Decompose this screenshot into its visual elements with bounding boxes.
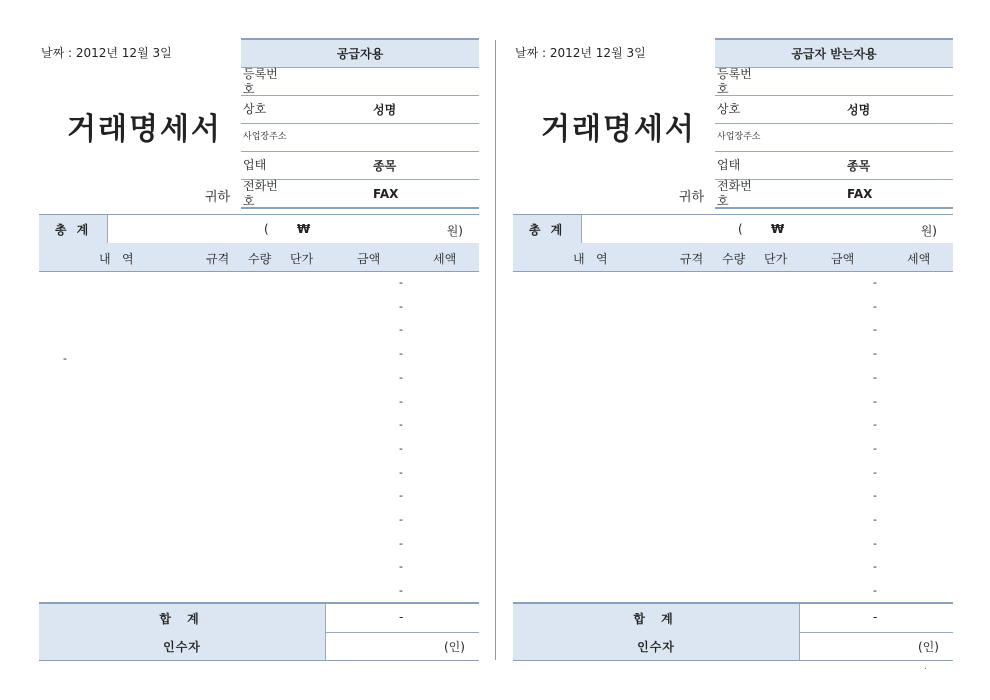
amount-dash: -	[873, 513, 877, 526]
address-row	[241, 124, 479, 152]
col-desc-1: 내	[99, 252, 111, 266]
amount-dash: -	[399, 323, 403, 337]
won-unit: 원)	[446, 224, 463, 238]
amount-dash: -	[399, 536, 403, 550]
supplier-info-table	[241, 38, 479, 209]
amount-dash: -	[399, 347, 403, 361]
amount-dash: -	[399, 584, 403, 598]
amount-dash: -	[873, 465, 877, 479]
sum-value: -	[873, 610, 878, 624]
supplier-info-table	[715, 38, 953, 209]
amount-dash: -	[873, 299, 877, 313]
honorific-label: 귀하	[679, 190, 705, 205]
company-label: 상호	[717, 102, 741, 116]
phone-label: 전화번 호	[243, 179, 278, 208]
amount-dash: -	[399, 370, 403, 384]
grand-total-row	[39, 214, 479, 244]
open-paren: (	[738, 222, 743, 236]
receiver-label: 인수자	[513, 632, 800, 660]
document-title: 거래명세서	[541, 112, 696, 147]
sum-row	[39, 602, 479, 633]
amount-dash: -	[873, 276, 877, 289]
grand-total-row	[513, 214, 953, 244]
phone-label: 전화번 호	[717, 179, 752, 208]
copy-header: 공급자 받는자용	[715, 38, 953, 68]
sum-label: 합 계	[513, 604, 800, 632]
col-tax: 세액	[907, 252, 931, 266]
name-label: 성명	[373, 103, 397, 117]
col-tax: 세액	[433, 252, 457, 266]
business-row	[715, 152, 953, 180]
col-desc-1: 내	[573, 252, 585, 266]
desc-dash: -	[63, 352, 67, 365]
receiver-row	[513, 632, 953, 661]
amount-dash: -	[873, 323, 877, 337]
item-label: 종목	[847, 159, 871, 173]
won-unit: 원)	[920, 224, 937, 238]
receiver-row	[39, 632, 479, 661]
col-unit-price: 단가	[290, 252, 314, 266]
seal-mark: (인)	[918, 640, 939, 654]
items-column-header	[39, 243, 479, 272]
amount-dash: -	[873, 560, 877, 574]
company-label: 상호	[243, 102, 267, 116]
won-sign: ₩	[297, 222, 311, 236]
invoice-supplier-copy	[39, 0, 479, 700]
amount-dash: -	[873, 441, 877, 455]
phone-row	[715, 180, 953, 209]
company-row	[715, 96, 953, 124]
amount-dash: -	[399, 276, 403, 289]
seal-mark: (인)	[444, 640, 465, 654]
amount-dash: -	[873, 347, 877, 361]
business-type-label: 업태	[717, 158, 741, 172]
reg-no-row	[715, 68, 953, 96]
amount-dash: -	[873, 584, 877, 598]
reg-no-label: 등록번 호	[717, 67, 752, 96]
grand-total-label: 총 계	[39, 215, 108, 243]
col-unit-price: 단가	[764, 252, 788, 266]
address-row	[715, 124, 953, 152]
amount-dash: -	[399, 441, 403, 455]
company-row	[241, 96, 479, 124]
address-label: 사업장주소	[717, 132, 761, 142]
col-qty: 수량	[722, 252, 746, 266]
amount-dash: -	[399, 418, 403, 432]
document-title: 거래명세서	[67, 112, 222, 147]
amount-dash: -	[399, 513, 403, 526]
fax-label: FAX	[373, 186, 399, 201]
amount-dash: -	[399, 465, 403, 479]
grand-total-label: 총 계	[513, 215, 582, 243]
fax-label: FAX	[847, 186, 873, 201]
amount-dash: -	[873, 536, 877, 550]
reg-no-row	[241, 68, 479, 96]
reg-no-label: 등록번 호	[243, 67, 278, 96]
won-sign: ₩	[771, 222, 785, 236]
amount-dash: -	[873, 489, 877, 503]
items-column-header	[513, 243, 953, 272]
page-divider	[495, 40, 496, 660]
copy-header: 공급자용	[241, 38, 479, 68]
sum-label: 합 계	[39, 604, 326, 632]
col-qty: 수량	[248, 252, 272, 266]
stray-mark: .	[924, 662, 927, 672]
col-desc-2: 역	[596, 252, 608, 266]
name-label: 성명	[847, 103, 871, 117]
amount-dash: -	[399, 394, 403, 408]
sum-value: -	[399, 610, 404, 624]
col-amount: 금액	[831, 252, 855, 266]
invoice-receiver-copy	[513, 0, 953, 700]
business-type-label: 업태	[243, 158, 267, 172]
honorific-label: 귀하	[205, 190, 231, 205]
open-paren: (	[264, 222, 269, 236]
col-spec: 규격	[680, 252, 704, 266]
receiver-label: 인수자	[39, 632, 326, 660]
sum-row	[513, 602, 953, 633]
amount-dash: -	[399, 560, 403, 574]
address-label: 사업장주소	[243, 132, 287, 142]
col-desc-2: 역	[122, 252, 134, 266]
date-text: 날짜 : 2012년 12월 3일	[41, 46, 172, 60]
amount-dash: -	[399, 489, 403, 503]
phone-row	[241, 180, 479, 209]
col-amount: 금액	[357, 252, 381, 266]
item-label: 종목	[373, 159, 397, 173]
col-spec: 규격	[206, 252, 230, 266]
amount-dash: -	[399, 299, 403, 313]
business-row	[241, 152, 479, 180]
amount-dash: -	[873, 394, 877, 408]
date-text: 날짜 : 2012년 12월 3일	[515, 46, 646, 60]
amount-dash: -	[873, 418, 877, 432]
amount-dash: -	[873, 370, 877, 384]
